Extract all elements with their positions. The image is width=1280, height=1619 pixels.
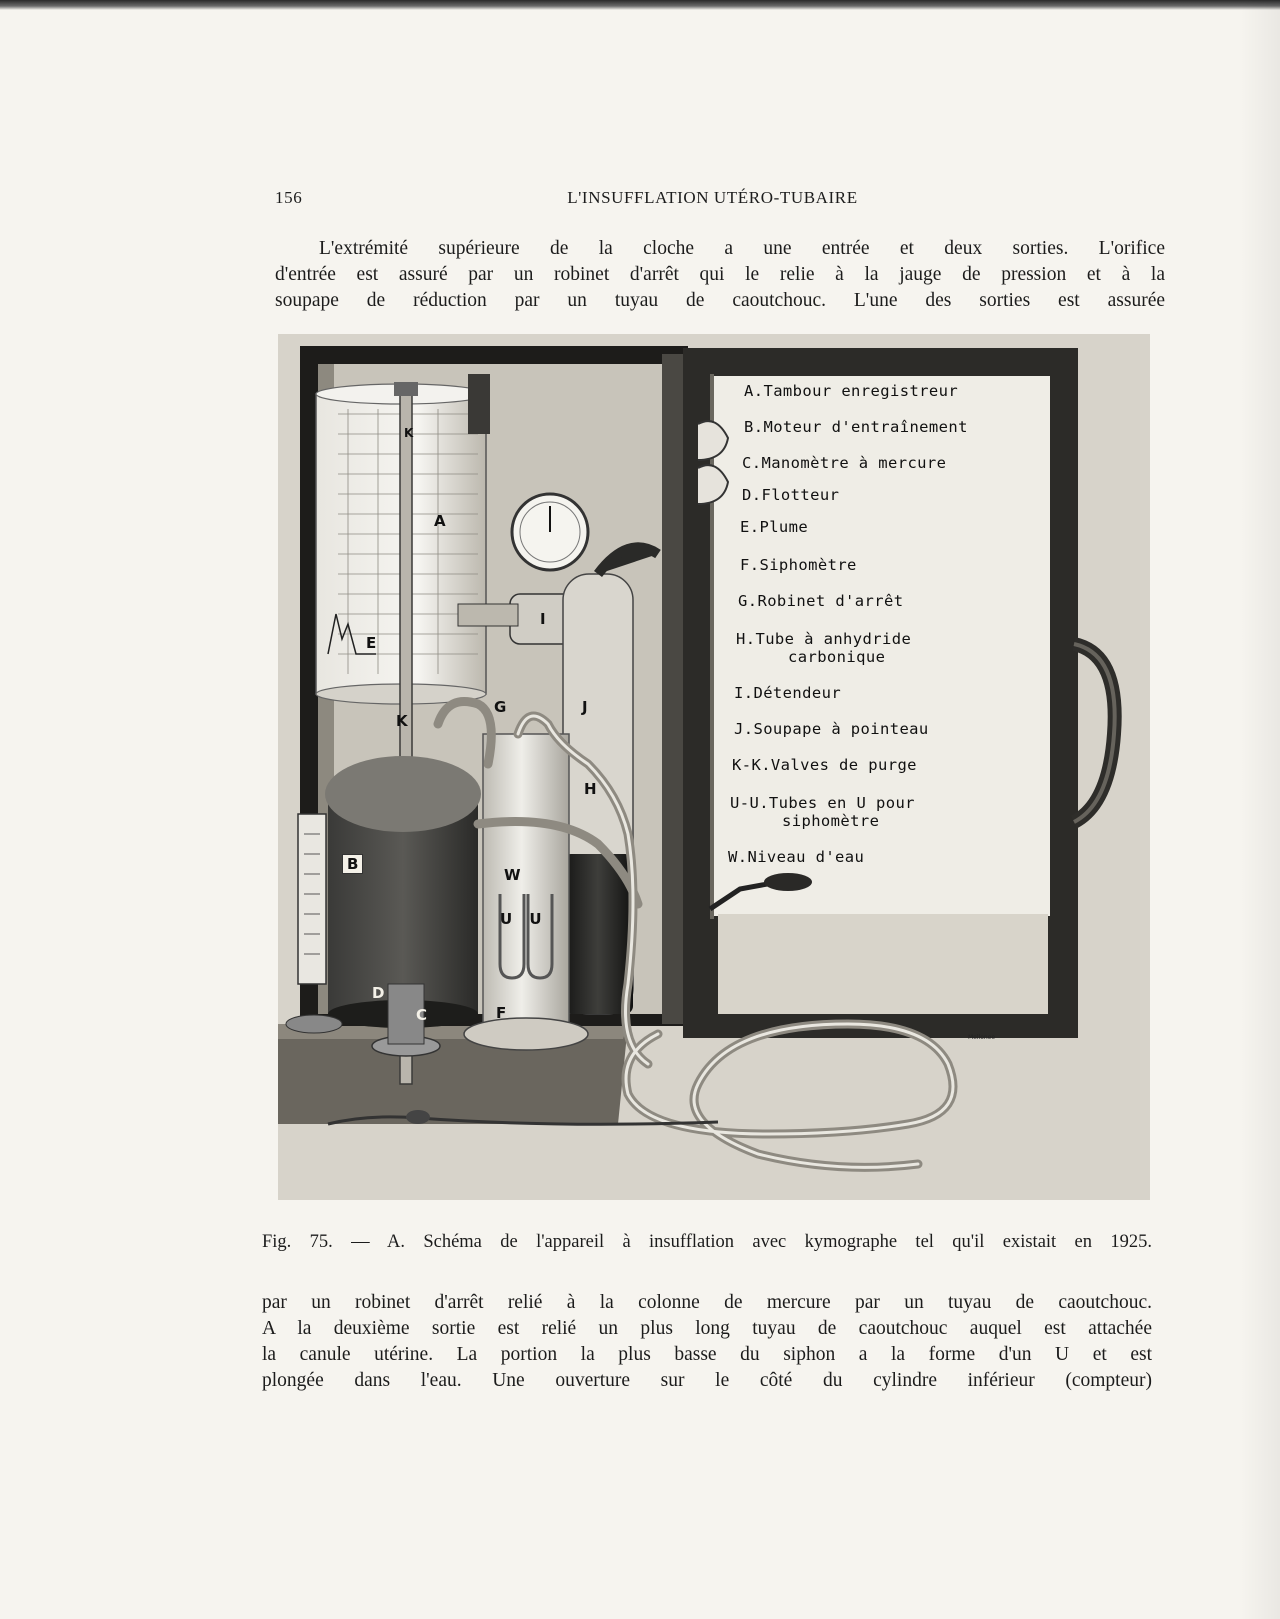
text-line: la canule utérine. La portion la plus basse du siphon a la forme d'un U et est [262, 1344, 1152, 1365]
label-I: I [540, 610, 546, 628]
legend-item: D.Flotteur [742, 486, 840, 504]
legend-item: W.Niveau d'eau [728, 848, 865, 866]
page-edge-shadow [1240, 0, 1280, 1619]
running-title: L'INSUFFLATION UTÉRO-TUBAIRE [567, 188, 858, 207]
legend-item: U-U.Tubes en U pour siphomètre [730, 794, 915, 830]
apparatus-illustration [278, 334, 1150, 1200]
paragraph-top [275, 236, 1165, 314]
label-H: H [584, 780, 597, 798]
text-line: plongée dans l'eau. Une ouverture sur le côté du cylindre inférieur (compteur) [262, 1370, 1152, 1391]
label-D: D [372, 984, 385, 1002]
label-G: G [494, 698, 507, 716]
page-top-shadow [0, 0, 1280, 10]
figure-insufflation-apparatus [278, 334, 1150, 1200]
paragraph-bottom [262, 1290, 1152, 1394]
legend-item: K-K.Valves de purge [732, 756, 917, 774]
label-F: F [496, 1004, 507, 1022]
label-C: C [416, 1006, 428, 1024]
label-J: J [582, 698, 588, 716]
page-number: 156 [275, 188, 303, 207]
crank-handle [764, 873, 812, 891]
legend-item: H.Tube à anhydride carbonique [736, 630, 912, 666]
siphometer-cylinder [483, 734, 569, 1034]
illustrator-credit: Mellonee [968, 1034, 996, 1041]
legend-item: J.Soupape à pointeau [734, 720, 929, 738]
label-A: A [434, 512, 446, 530]
text-line: A la deuxième sortie est relié un plus long tuyau de caoutchouc auquel est attachée [262, 1318, 1152, 1339]
label-W: W [504, 866, 521, 884]
legend-item: C.Manomètre à mercure [742, 454, 947, 472]
text-line: soupape de réduction par un tuyau de caoutchouc. L'une des sorties est assurée [275, 290, 1165, 311]
label-K-top: K [404, 426, 414, 440]
legend-item: I.Détendeur [734, 684, 842, 702]
label-B: B [342, 854, 363, 874]
syringe [298, 814, 326, 984]
running-head [275, 186, 1150, 212]
text-line: par un robinet d'arrêt relié à la colonne de mercure par un tuyau de caoutchouc. [262, 1292, 1152, 1313]
text-line: L'extrémité supérieure de la cloche a une entrée et deux sorties. L'orifice [319, 238, 1165, 259]
legend-item: F.Siphomètre [740, 556, 857, 574]
label-K-bottom: K [396, 712, 408, 730]
legend-item: B.Moteur d'entraînement [744, 418, 968, 436]
legend-item: E.Plume [740, 518, 809, 536]
text-line: d'entrée est assuré par un robinet d'arrêt qui le relie à la jauge de pression et à la [275, 264, 1165, 285]
legend-item: A.Tambour enregistreur [744, 382, 959, 400]
figure-caption: Fig. 75. — A. Schéma de l'appareil à insufflation avec kymographe tel qu'il existait en 1925. [262, 1232, 1152, 1252]
label-E: E [366, 634, 377, 652]
label-U: U U [500, 910, 548, 928]
legend-item: G.Robinet d'arrêt [738, 592, 904, 610]
